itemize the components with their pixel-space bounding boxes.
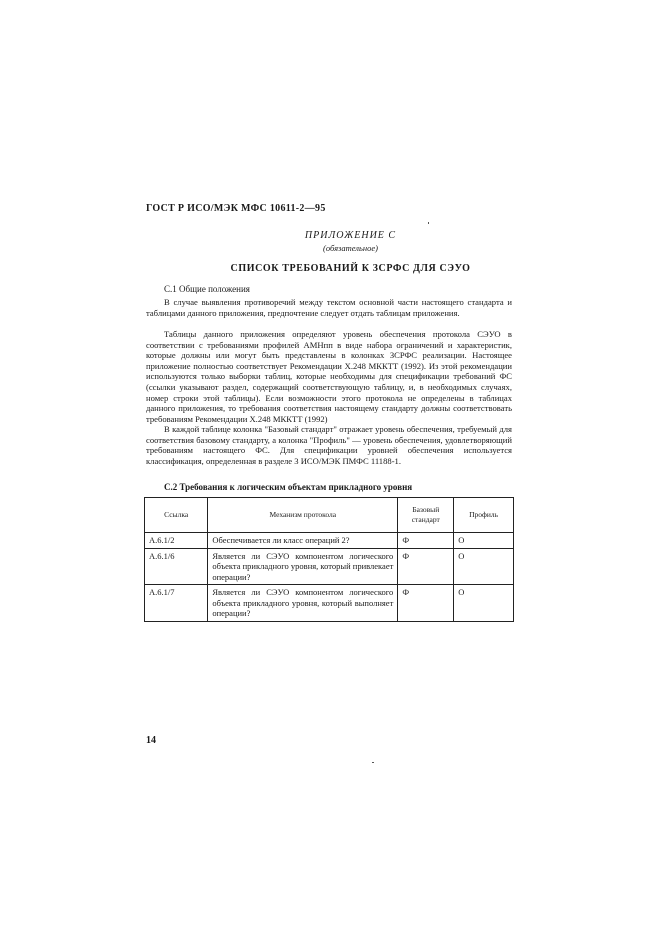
cell-base-standard: Ф xyxy=(398,533,454,549)
document-header: ГОСТ Р ИСО/МЭК МФС 10611-2—95 xyxy=(146,203,326,214)
appendix-subtitle: (обязательное) xyxy=(323,243,378,253)
scan-speck xyxy=(428,222,429,224)
paragraph-1: В случае выявления противоречий между текстом основной части настоящего стандарта и таблицами данного приложения, предпочтение следует отдать таблицам приложения. xyxy=(146,297,512,318)
cell-mechanism: Обеспечивается ли класс операций 2? xyxy=(208,533,398,549)
cell-ref: А.6.1/2 xyxy=(145,533,208,549)
cell-profile: О xyxy=(454,533,514,549)
table-row xyxy=(145,548,514,585)
cell-profile: О xyxy=(454,548,514,585)
column-header-base-standard: Базовый стандарт xyxy=(398,498,454,533)
page-number: 14 xyxy=(146,735,156,746)
cell-base-standard: Ф xyxy=(398,585,454,622)
cell-ref: А.6.1/7 xyxy=(145,585,208,622)
cell-mechanism: Является ли СЭУО компонентом логического объекта прикладного уровня, который выполняет операции? xyxy=(208,585,398,622)
table-row xyxy=(145,533,514,549)
section-2-heading: С.2 Требования к логическим объектам прикладного уровня xyxy=(164,482,413,492)
column-header-profile: Профиль xyxy=(454,498,514,533)
cell-ref: А.6.1/6 xyxy=(145,548,208,585)
scan-speck xyxy=(372,762,374,763)
column-header-mechanism: Механизм протокола xyxy=(208,498,398,533)
requirements-table xyxy=(144,497,514,622)
cell-base-standard: Ф xyxy=(398,548,454,585)
appendix-title: ПРИЛОЖЕНИЕ С xyxy=(304,230,397,241)
section-1-heading: С.1 Общие положения xyxy=(164,284,250,294)
paragraph-3: В каждой таблице колонка "Базовый стандарт" отражает уровень обеспечения, требуемый для соответствия базовому стандарту, а колонка "Профиль" — уровень обеспечения, удовлетворяющий требованиям настоящего ФС. Для спецификации уровней обеспечения используется классификация, определенная в разделе 3 ИСО/МЭК ПМФС 11188-1. xyxy=(146,424,512,466)
cell-mechanism: Является ли СЭУО компонентом логического объекта прикладного уровня, который привлекает операции? xyxy=(208,548,398,585)
column-header-ref: Ссылка xyxy=(145,498,208,533)
cell-profile: О xyxy=(454,585,514,622)
table-row xyxy=(145,585,514,622)
paragraph-2: Таблицы данного приложения определяют уровень обеспечения протокола СЭУО в соответствии с требованиями профилей АМНпп в виде набора ограничений и характеристик, которые должны или могут быть представлены в колонках ЗСРФС реализации. Настоящее приложение полностью соответствует Рекомендации Х.248 МККТТ (1992). Из этой рекомендации используются только выборки таблиц, которые необходимы для спецификации требований ФС (ссылки указывают раздел, содержащий соответствующую таблицу, и, в необходимых случаях, номер строки этой таблицы). Если возможности этого протокола не определены в таблицах данного приложения, то требования соответствия настоящему стандарту должны соответствовать требованиям Рекомендации Х.248 МККТТ (1992) xyxy=(146,329,512,424)
page-title: СПИСОК ТРЕБОВАНИЙ К ЗСРФС ДЛЯ СЭУО xyxy=(230,263,471,274)
table-header-row xyxy=(145,498,514,533)
